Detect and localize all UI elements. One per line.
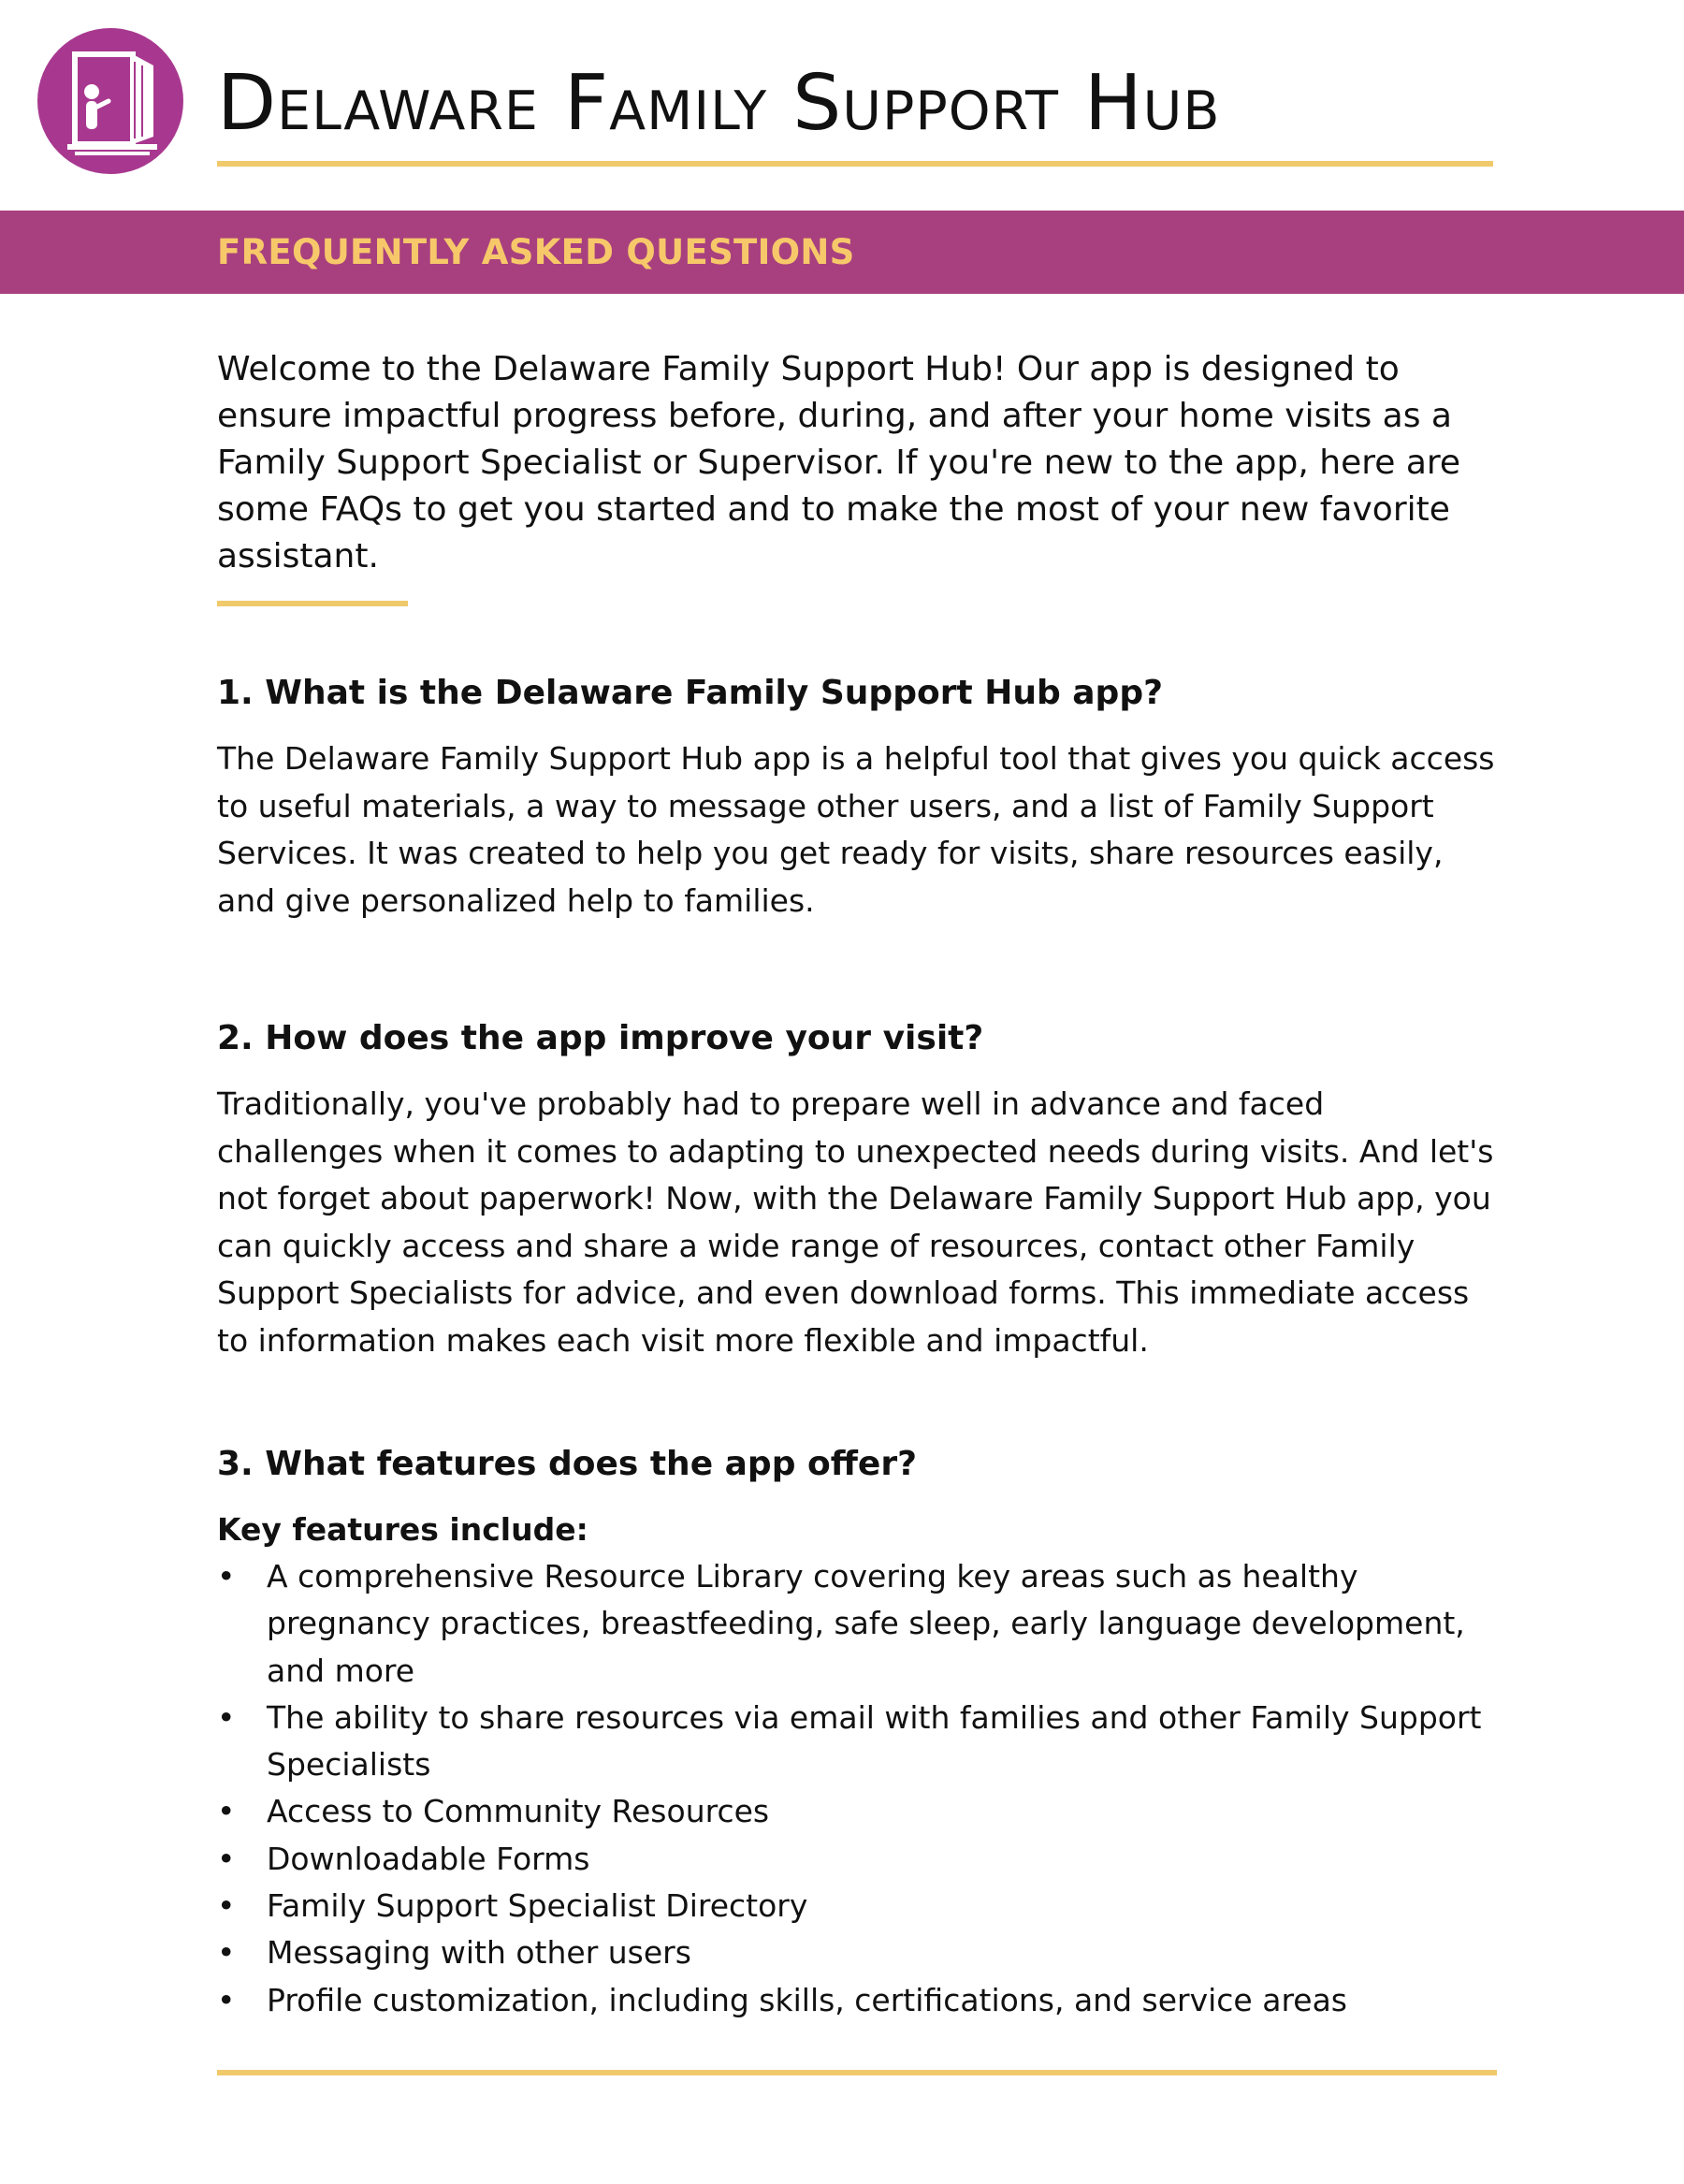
faq-question-1: 1. What is the Delaware Family Support Hub app? [217,674,1163,712]
faq-question-3: 3. What features does the app offer? [217,1445,917,1483]
intro-divider [217,601,408,606]
feature-text: A comprehensive Resource Library covering key areas such as healthy pregnancy practices, breastfeeding, safe sleep, early language development, and more [267,1558,1465,1689]
door-figure-logo-icon [37,28,183,174]
feature-text: Access to Community Resources [267,1793,770,1830]
features-label: Key features include: [217,1511,588,1548]
list-item [217,1788,1499,1835]
bullet-icon: • [217,1981,236,2018]
section-banner [0,211,1684,294]
feature-text: Downloadable Forms [267,1840,590,1877]
title-divider [217,161,1493,167]
list-item [217,1977,1499,2024]
list-item [217,1883,1499,1929]
app-title: Delaware Family Support Hub [217,59,1221,148]
intro-paragraph: Welcome to the Delaware Family Support Hub! Our app is designed to ensure impactful progress before, during, and after your home visits as a Family Support Specialist or Supervisor. If you're new to the app, here are some FAQs to get you started and to make the most of your new favorite assistant. [217,350,1461,575]
feature-text: Messaging with other users [267,1934,691,1972]
list-item [217,1553,1499,1695]
list-item [217,1695,1499,1789]
feature-list [217,1553,1499,2024]
bullet-icon: • [217,1558,236,1594]
feature-text: Family Support Specialist Directory [267,1887,808,1925]
list-item [217,1836,1499,1883]
bullet-icon: • [217,1793,236,1830]
feature-text: Profile customization, including skills, certifications, and service areas [267,1981,1347,2018]
bullet-icon: • [217,1887,236,1925]
list-item [217,1929,1499,1976]
banner-heading: FREQUENTLY ASKED QUESTIONS [217,232,855,272]
faq-answer-2: Traditionally, you've probably had to prepare well in advance and faced challenges when it comes to adapting to unexpected needs during visits. And let's not forget about paperwork! Now, with the Delaware Family Support Hub app, you can quickly access and share a wide range of resources, contact other Family Support Specialists for advice, and even download forms. This immediate access to information makes each visit more flexible and impactful. [217,1085,1494,1359]
bullet-icon: • [217,1840,236,1877]
bullet-icon: • [217,1698,236,1736]
faq-answer-1: The Delaware Family Support Hub app is a helpful tool that gives you quick access to useful materials, a way to message other users, and a list of Family Support Services. It was created to help you get ready for visits, share resources easily, and give personalized help to families. [217,740,1495,919]
footer-divider [217,2070,1497,2075]
faq-question-2: 2. How does the app improve your visit? [217,1019,984,1057]
feature-text: The ability to share resources via email with families and other Family Support Specialists [267,1698,1482,1784]
bullet-icon: • [217,1934,236,1972]
